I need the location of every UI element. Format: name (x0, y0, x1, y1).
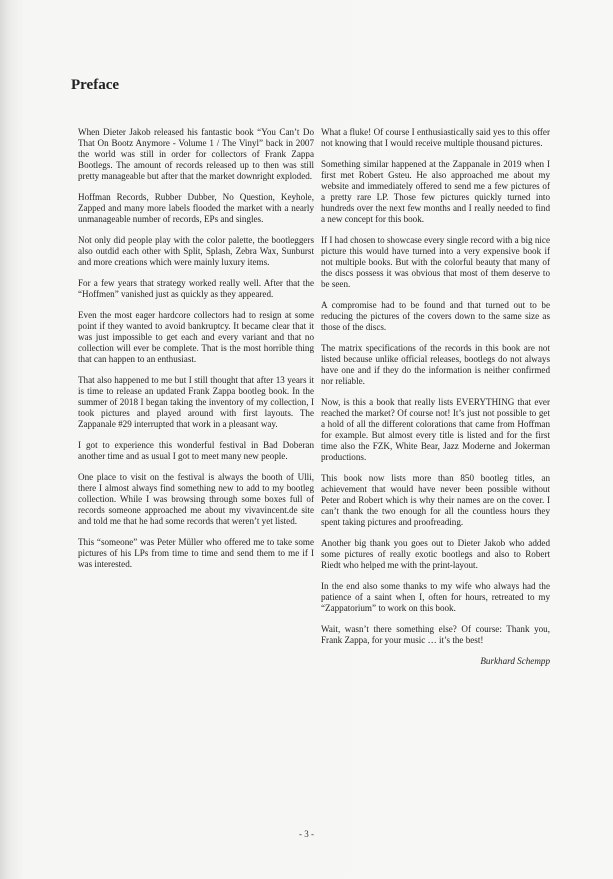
paragraph: Not only did people play with the color palette, the bootleggers also outdid each other with Split, Splash, Zebra Wax, Sunburst and more creations which were mainly luxury items. (78, 235, 314, 267)
paragraph: This “someone” was Peter Müller who offered me to take some pictures of his LPs from time to time and send them to me if I was interested. (78, 537, 314, 570)
page-title: Preface (71, 77, 120, 93)
paragraph: What a fluke! Of course I enthusiastically said yes to this offer not knowing that I would receive multiple thousand pictures. (321, 127, 550, 148)
paragraph: The matrix specifications of the records in this book are not listed because unlike official releases, bootlegs do not always have one and if they do the information is neither confirmed nor reliable. (321, 343, 550, 386)
right-column (321, 127, 550, 678)
paragraph: Hoffman Records, Rubber Dubber, No Question, Keyhole, Zapped and many more labels flooded the market with a nearly unmanageable number of records, EPs and singles. (78, 191, 314, 224)
paragraph: In the end also some thanks to my wife who always had the patience of a saint when I, often for hours, retreated to my “Zappatorium” to work on this book. (321, 580, 550, 613)
paragraph: This book now lists more than 850 bootleg titles, an achievement that would have never been possible without Peter and Robert which is why their names are on the cover. I can’t thank the two enough for all the countless hours they spent taking pictures and proofreading. (321, 472, 550, 527)
page-number: - 3 - (299, 829, 314, 839)
paragraph: Now, is this a book that really lists EVERYTHING that ever reached the market? Of course not! It’s just not possible to get a hold of all the different colorations that came from Hoffman for example. But almost every title is listed and for the first time also the FZK, White Bear, Jazz Moderne and Jokerman productions. (321, 397, 550, 462)
paragraph: If I had chosen to showcase every single record with a big nice picture this would have turned into a very expensive book if not multiple books. But with the colorful beauty that many of the discs possess it was obvious that most of them deserve to be seen. (321, 235, 550, 289)
paragraph: That also happened to me but I still thought that after 13 years it is time to release an updated Frank Zappa bootleg book. In the summer of 2018 I began taking the inventory of my collection, I took pictures and played around with first layouts. The Zappanale #29 interrupted that work in a pleasant way. (78, 375, 314, 429)
paragraph: For a few years that strategy worked really well. After that the “Hoffmen” vanished just as quickly as they appeared. (78, 278, 314, 300)
paragraph: When Dieter Jakob released his fantastic book “You Can’t Do That On Bootz Anymore - Volume 1 / The Vinyl” back in 2007 the world was still in order for collectors of Frank Zappa Bootlegs. The amount of records released up to then was still pretty manageable but after that the market downright exploded. (78, 127, 314, 181)
paragraph: Wait, wasn’t there something else? Of course: Thank you, Frank Zappa, for your music … it’s the best! (321, 624, 550, 645)
paragraph: Even the most eager hardcore collectors had to resign at some point if they wanted to avoid bankruptcy. It became clear that it was just impossible to get each and every variant and that no collection will ever be complete. That is the most horrible thing that can happen to an enthusiast. (78, 310, 314, 364)
paragraph: Something similar happened at the Zappanale in 2019 when I first met Robert Gsteu. He also approached me about my website and immediately offered to send me a few pictures of a pretty rare LP. Those few pictures quickly turned into hundreds over the next few months and I really needed to find a new concept for this book. (321, 159, 550, 224)
paragraph: A compromise had to be found and that turned out to be reducing the pictures of the covers down to the same size as those of the discs. (321, 299, 550, 332)
author-signature: Burkhard Schempp (480, 656, 550, 667)
paragraph: I got to experience this wonderful festival in Bad Doberan another time and as usual I got to meet many new people. (78, 440, 314, 462)
paragraph: One place to visit on the festival is always the booth of Ulli, there I almost always find something new to add to my bootleg collection. While I was browsing through some boxes full of records someone approached me about my vivavincent.de site and told me that he had some records that weren’t yet listed. (78, 472, 314, 527)
left-column (78, 127, 314, 580)
paragraph: Another big thank you goes out to Dieter Jakob who added some pictures of really exotic bootlegs and also to Robert Riedt who helped me with the print-layout. (321, 537, 550, 570)
